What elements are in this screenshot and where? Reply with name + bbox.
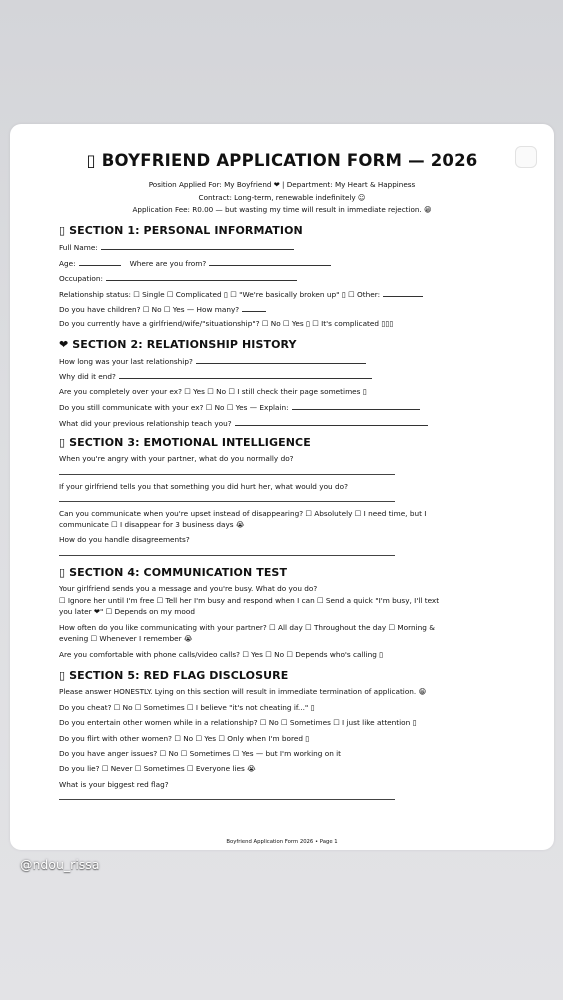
teach-line [235, 418, 428, 426]
last-relationship-line [196, 356, 366, 364]
angry-question: When you're angry with your partner, what do you normally do? [59, 454, 294, 463]
username-tag[interactable]: @ndou_rissa [20, 857, 100, 872]
upset-question-cont[interactable]: communicate ☐ I disappear for 3 business days 😭 [59, 520, 245, 529]
flirt-question[interactable]: Do you flirt with other women? ☐ No ☐ Yes ☐ Only when I'm bored ▯ [59, 734, 310, 743]
age-field[interactable]: Age: Where are you from? [59, 258, 331, 269]
red-flag-answer-line[interactable] [59, 799, 395, 800]
contract-line: Contract: Long-term, renewable indefinitely ☺ [198, 193, 366, 202]
children-question[interactable]: Do you have children? ☐ No ☐ Yes — How many? [59, 304, 266, 315]
disagreements-question: How do you handle disagreements? [59, 535, 190, 544]
full-name-field[interactable]: Full Name: [59, 242, 294, 253]
relationship-status-question[interactable]: Relationship status: ☐ Single ☐ Complicated ▯ ☐ "We're basically broken up" ▯ ☐ Other: [59, 289, 423, 300]
how-many-line [242, 304, 266, 312]
why-end-field[interactable]: Why did it end? [59, 371, 372, 382]
explain-line [292, 402, 420, 410]
often-question-cont[interactable]: evening ☐ Whenever I remember 😭 [59, 634, 193, 643]
busy-options-cont[interactable]: you later ❤" ☐ Depends on my mood [59, 607, 195, 616]
age-line [79, 258, 121, 266]
cheat-question[interactable]: Do you cheat? ☐ No ☐ Sometimes ☐ I believe "it's not cheating if..." ▯ [59, 703, 315, 712]
page-footer: Boyfriend Application Form 2026 • Page 1 [226, 839, 338, 845]
entertain-question[interactable]: Do you entertain other women while in a relationship? ☐ No ☐ Sometimes ☐ I just like attention ▯ [59, 718, 417, 727]
current-partner-question[interactable]: Do you currently have a girlfriend/wife/"situationship"? ☐ No ☐ Yes ▯ ☐ It's complicated ▯▯▯ [59, 319, 394, 328]
upset-question[interactable]: Can you communicate when you're upset instead of disappearing? ☐ Absolutely ☐ I need time, but I [59, 509, 427, 518]
red-flag-question: What is your biggest red flag? [59, 780, 169, 789]
form-title: ▯ BOYFRIEND APPLICATION FORM — 2026 [86, 151, 478, 170]
communicate-ex-question[interactable]: Do you still communicate with your ex? ☐ No ☐ Yes — Explain: [59, 402, 420, 413]
why-end-line [119, 371, 372, 379]
disagreements-answer-line[interactable] [59, 555, 395, 556]
full-name-line [101, 242, 294, 250]
calls-question[interactable]: Are you comfortable with phone calls/video calls? ☐ Yes ☐ No ☐ Depends who's calling ▯ [59, 650, 384, 659]
anger-question[interactable]: Do you have anger issues? ☐ No ☐ Sometimes ☐ Yes — but I'm working on it [59, 749, 342, 758]
section-4-heading: ▯ SECTION 4: COMMUNICATION TEST [59, 566, 288, 579]
hurt-answer-line[interactable] [59, 501, 395, 502]
teach-field[interactable]: What did your previous relationship teach you? [59, 418, 428, 429]
fee-line: Application Fee: R0.00 — but wasting my time will result in immediate rejection. 😁 [132, 205, 432, 214]
honesty-notice: Please answer HONESTLY. Lying on this section will result in immediate termination of application. 😁 [59, 687, 427, 696]
hurt-question: If your girlfriend tells you that something you did hurt her, what would you do? [59, 482, 348, 491]
section-1-heading: ▯ SECTION 1: PERSONAL INFORMATION [59, 224, 303, 237]
often-question[interactable]: How often do you like communicating with your partner? ☐ All day ☐ Throughout the day ☐ Morning & [59, 623, 435, 632]
occupation-field[interactable]: Occupation: [59, 273, 297, 284]
position-line: Position Applied For: My Boyfriend ❤ | Department: My Heart & Happiness [148, 180, 416, 189]
other-line [383, 289, 423, 297]
form-page [10, 124, 554, 850]
section-2-heading: ❤ SECTION 2: RELATIONSHIP HISTORY [59, 338, 297, 351]
section-5-heading: ▯ SECTION 5: RED FLAG DISCLOSURE [59, 669, 289, 682]
angry-answer-line[interactable] [59, 474, 395, 475]
busy-options[interactable]: ☐ Ignore her until I'm free ☐ Tell her I'm busy and respond when I can ☐ Send a quick "I'm busy, I'll text [59, 596, 440, 605]
where-from-line [209, 258, 331, 266]
lie-question[interactable]: Do you lie? ☐ Never ☐ Sometimes ☐ Everyone lies 😭 [59, 764, 256, 773]
busy-question: Your girlfriend sends you a message and you're busy. What do you do? [59, 584, 318, 593]
section-3-heading: ▯ SECTION 3: EMOTIONAL INTELLIGENCE [59, 436, 311, 449]
over-ex-question[interactable]: Are you completely over your ex? ☐ Yes ☐ No ☐ I still check their page sometimes ▯ [59, 387, 367, 396]
occupation-line [106, 273, 297, 281]
last-relationship-field[interactable]: How long was your last relationship? [59, 356, 366, 367]
